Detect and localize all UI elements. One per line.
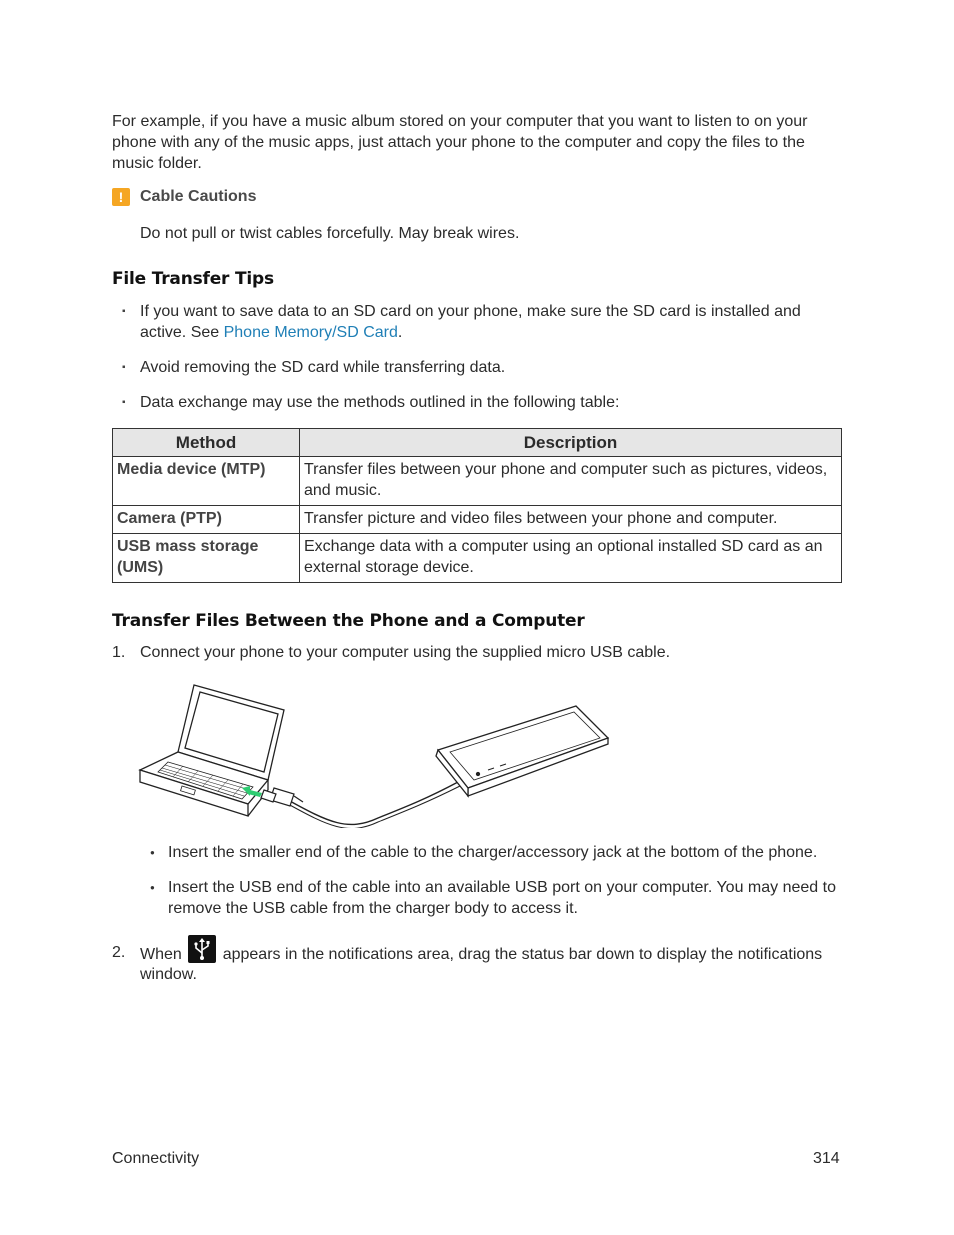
warning-icon: ! [112, 188, 130, 206]
tip-text: If you want to save data to an SD card on your phone, make sure the SD card is installed and active. See [140, 303, 801, 341]
sub-bullet-micro-end: ● Insert the smaller end of the cable to the charger/accessory jack at the bottom of the phone. [168, 842, 848, 863]
usb-connection-illustration [138, 682, 610, 828]
table-row [113, 506, 842, 534]
usb-icon [188, 935, 216, 963]
step-1 [112, 642, 840, 663]
usb-cable [288, 782, 458, 824]
methods-table [112, 428, 842, 583]
step-number: 1. [112, 644, 126, 661]
footer-page-number: 314 [813, 1150, 840, 1167]
phone-memory-link[interactable]: Phone Memory/SD Card [223, 324, 398, 341]
description-cell: Transfer files between your phone and computer such as pictures, videos, and music. [300, 457, 842, 506]
table-row [113, 457, 842, 506]
usb-plug-icon [261, 788, 303, 806]
step-text-post: appears in the notifications area, drag the status bar down to display the notifications window. [140, 946, 823, 983]
step-text: Connect your phone to your computer using the supplied micro USB cable. [140, 644, 671, 661]
caution-body: Do not pull or twist cables forcefully. May break wires. [140, 225, 520, 242]
caution-header [112, 188, 256, 206]
caution-title: Cable Cautions [140, 188, 257, 205]
table-row [113, 534, 842, 583]
table-header-row [113, 429, 842, 457]
tip-bullet-sd-card [140, 301, 840, 343]
tip-bullet-methods: ▪ Data exchange may use the methods outlined in the following table: [140, 392, 840, 413]
sub-bullet-usb-end: ● Insert the USB end of the cable into an available USB port on your computer. You may need to remove the USB cable from the charger body to access it. [168, 877, 848, 919]
step-2 [112, 935, 840, 985]
method-cell: Camera (PTP) [113, 506, 300, 534]
intro-paragraph: For example, if you have a music album stored on your computer that you want to listen to on your phone with any of the music apps, just attach your phone to the computer and copy the files to the music folder. [112, 113, 808, 172]
transfer-heading: Transfer Files Between the Phone and a Computer [112, 611, 585, 631]
header-method: Method [113, 429, 300, 457]
tip-bullet-avoid-removing: ▪ Avoid removing the SD card while transferring data. [140, 357, 840, 378]
method-cell: USB mass storage (UMS) [113, 534, 300, 583]
phone-icon [436, 706, 608, 796]
step-text-pre: When [140, 946, 182, 963]
step-number: 2. [112, 944, 126, 961]
description-cell: Exchange data with a computer using an optional installed SD card as an external storage device. [300, 534, 842, 583]
header-description: Description [300, 429, 842, 457]
footer-section: Connectivity [112, 1150, 200, 1167]
tips-heading: File Transfer Tips [112, 269, 274, 289]
description-cell: Transfer picture and video files between your phone and computer. [300, 506, 842, 534]
method-cell: Media device (MTP) [113, 457, 300, 506]
tip-text-end: . [397, 324, 403, 341]
